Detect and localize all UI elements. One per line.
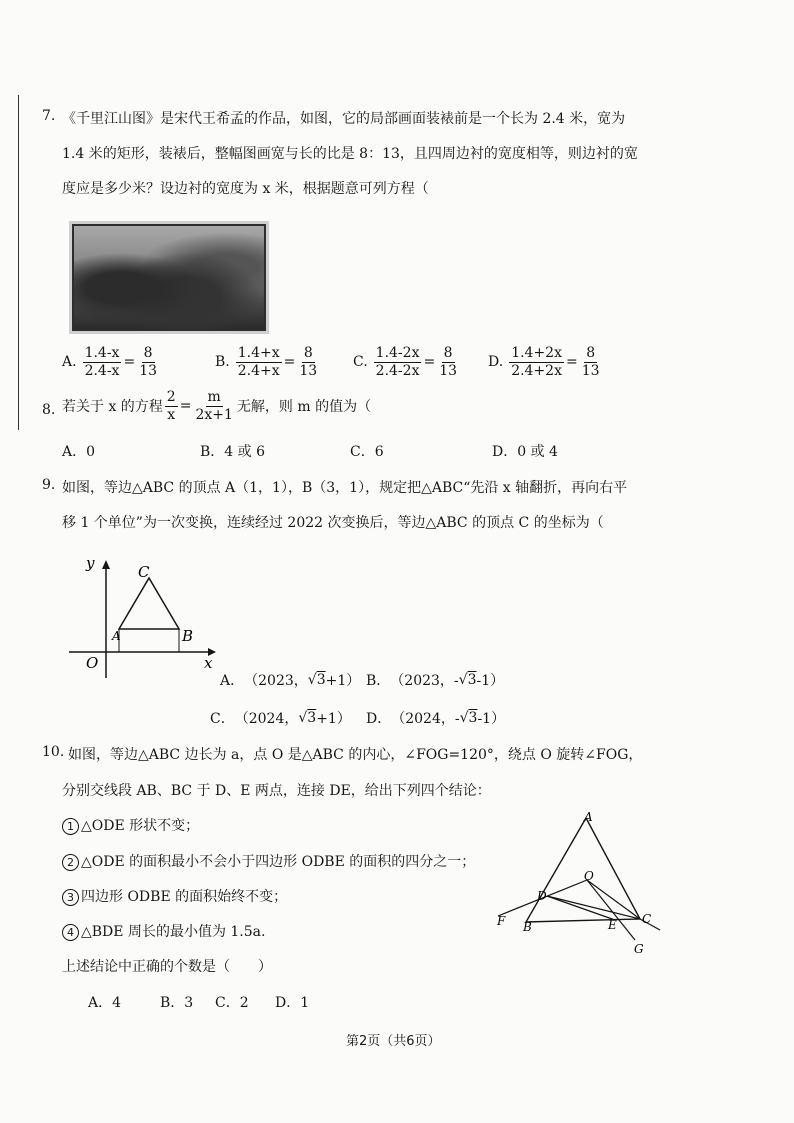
q9-c-post: +1）	[316, 711, 351, 727]
q9-d-post: -1）	[477, 711, 506, 727]
q8-lnum: 2	[166, 389, 176, 405]
q8-post: 无解，则 m 的值为（	[236, 399, 372, 416]
q8-rnum: m	[207, 389, 221, 405]
q10-c3-marker: 3	[62, 889, 79, 906]
q8-option-d[interactable]: D．0 或 4	[492, 444, 558, 460]
q10-number: 10.	[42, 744, 65, 760]
q10-c4-marker: 4	[62, 924, 79, 941]
q10-segment-dc	[547, 896, 640, 919]
q10-c1-marker: 1	[62, 818, 79, 835]
q9-coordinate-graph	[64, 550, 224, 680]
q9-a-post: +1）	[325, 673, 361, 689]
q10-line-2: 分别交线段 AB、BC 于 D、E 两点，连接 DE，给出下列四个结论：	[62, 783, 491, 799]
q7-b-num: 1.4+x	[237, 345, 280, 361]
q9-label-y: y	[86, 554, 95, 572]
q9-b-label: B．	[366, 673, 391, 689]
q9-a-pre: （2023，	[244, 673, 308, 689]
q10-segment-de	[547, 896, 615, 920]
q9-b-post: -1）	[476, 673, 505, 689]
q9-d-sqrt: √3	[459, 710, 478, 726]
q9-label-x: x	[204, 654, 213, 672]
q10-c2-text: △ODE 的面积最小不会小于四边形 ODBE 的面积的四分之一；	[81, 854, 476, 870]
q7-option-a[interactable]: A. $\frac{1.4-x}{2.4-x}$ = $\frac{8}{13}$	[62, 345, 158, 379]
q10-line-1: 如图，等边△ABC 边长为 a，点 O 是△ABC 的内心，∠FOG=120°，绕点 O 旋转∠FOG，	[68, 747, 643, 763]
q7-c-den: 2.4-2x	[375, 362, 420, 379]
q8-stem: 若关于 x 的方程 $\frac{2}{x}$ = $\frac{m}{2x+1}$ 无解，则 m 的值为（	[62, 389, 372, 423]
q9-c-pre: （2024，	[234, 711, 299, 727]
q9-b-rad: 3	[467, 672, 477, 688]
q7-a-den: 2.4-x	[84, 362, 120, 379]
q9-label-a: A	[112, 629, 121, 643]
page-footer: 第2页（共6页）	[346, 1034, 441, 1049]
q10-label-g: G	[634, 942, 644, 956]
q9-d-label: D．	[366, 711, 392, 727]
q8-option-a[interactable]: A．0	[62, 444, 96, 460]
q7-b-rnum: 8	[303, 345, 313, 361]
q8-option-b[interactable]: B．4 或 6	[200, 444, 266, 460]
q9-c-label: C．	[210, 711, 235, 727]
q9-line-2: 移 1 个单位”为一次变换，连续经过 2022 次变换后，等边△ABC 的顶点 C 的坐标为（	[62, 515, 604, 531]
q10-label-b: B	[523, 920, 532, 934]
q9-b-pre: （2023，-	[390, 673, 459, 689]
q7-d-num: 1.4+2x	[511, 345, 562, 361]
q8-pre: 若关于 x 的方程	[62, 399, 163, 416]
q7-a-rden: 13	[139, 362, 158, 379]
q7-a-num: 1.4-x	[84, 345, 120, 361]
q9-b-sqrt: √3	[458, 672, 477, 688]
q7-d-den: 2.4+2x	[511, 362, 562, 379]
q10-label-f: F	[497, 914, 506, 928]
q7-line-1: 《千里江山图》是宋代王希孟的作品，如图，它的局部画面装裱前是一个长为 2.4 米，宽为	[62, 111, 626, 127]
q9-d-rad: 3	[468, 710, 478, 726]
q9-c-sqrt: √3	[298, 710, 317, 726]
q7-line-3: 度应是多少米？设边衬的宽度为 x 米，根据题意可列方程（	[62, 181, 429, 197]
q8-lden: x	[167, 406, 176, 423]
q7-option-d-label: D.	[488, 354, 504, 371]
q7-number: 7.	[42, 108, 56, 124]
painting-image	[72, 224, 266, 331]
q7-option-c-label: C.	[353, 354, 368, 371]
q10-question: 上述结论中正确的个数是（ ）	[62, 959, 272, 975]
q7-c-rnum: 8	[443, 345, 453, 361]
q9-a-sqrt: √3	[307, 672, 326, 688]
q7-d-rnum: 8	[586, 345, 596, 361]
q10-triangle-figure	[490, 808, 670, 958]
q9-option-d[interactable]	[366, 708, 505, 728]
q10-conclusion-2	[62, 851, 475, 871]
q7-option-b-label: B.	[215, 354, 230, 371]
q7-c-num: 1.4-2x	[375, 345, 420, 361]
q9-a-label: A．	[220, 673, 245, 689]
q10-option-c[interactable]: C．2	[215, 995, 249, 1011]
q10-c3-text: 四边形 ODBE 的面积始终不变；	[81, 889, 288, 905]
q7-a-rnum: 8	[143, 345, 153, 361]
q9-d-pre: （2024，-	[391, 711, 460, 727]
q10-label-o: O	[584, 869, 594, 883]
q7-option-a-label: A.	[62, 354, 77, 371]
q9-triangle-abc	[119, 578, 179, 629]
q10-conclusion-1	[62, 815, 199, 835]
q9-number: 9.	[42, 477, 56, 493]
binding-margin-line	[18, 95, 19, 430]
q10-option-a[interactable]: A．4	[88, 995, 122, 1011]
q7-b-den: 2.4+x	[237, 362, 280, 379]
q7-option-d[interactable]: D. $\frac{1.4+2x}{2.4+2x}$ = $\frac{8}{13}$	[488, 345, 600, 379]
q9-option-b[interactable]	[366, 670, 504, 690]
q9-y-arrow	[102, 560, 110, 569]
q10-label-e: E	[608, 918, 617, 932]
q7-d-rden: 13	[581, 362, 600, 379]
q10-c1-text: △ODE 形状不变；	[81, 818, 200, 834]
q10-c2-marker: 2	[62, 854, 79, 871]
q10-label-c: C	[642, 912, 652, 926]
q8-option-c[interactable]: C．6	[350, 444, 384, 460]
q10-label-d: D	[537, 889, 547, 903]
q10-option-b[interactable]: B．3	[160, 995, 194, 1011]
q9-label-c: C	[138, 563, 150, 581]
q8-number: 8.	[42, 402, 56, 418]
q7-line-2: 1.4 米的矩形，装裱后，整幅图画宽与长的比是 8：13，且四周边衬的宽度相等，则边衬的宽	[62, 146, 638, 162]
q7-option-c[interactable]: C. $\frac{1.4-2x}{2.4-2x}$ = $\frac{8}{13}$	[353, 345, 458, 379]
q9-line-1: 如图，等边△ABC 的顶点 A（1，1），B（3，1），规定把△ABC“先沿 x 轴翻折，再向右平	[62, 480, 628, 496]
q9-a-rad: 3	[316, 672, 326, 688]
q9-label-b: B	[182, 627, 194, 645]
q10-conclusion-3	[62, 886, 287, 906]
q10-label-a: A	[584, 810, 593, 824]
q10-option-d[interactable]: D．1	[275, 995, 310, 1011]
q9-option-c[interactable]	[210, 708, 351, 728]
q10-c4-text: △BDE 周长的最小值为 1.5a.	[81, 924, 266, 940]
q7-b-rden: 13	[299, 362, 318, 379]
q7-c-rden: 13	[439, 362, 458, 379]
q8-rden: 2x+1	[195, 406, 233, 423]
q10-conclusion-4	[62, 921, 265, 941]
q9-label-o: O	[86, 654, 99, 672]
q9-c-rad: 3	[307, 710, 317, 726]
q9-option-a[interactable]	[220, 670, 360, 690]
q7-option-b[interactable]: B. $\frac{1.4+x}{2.4+x}$ = $\frac{8}{13}$	[215, 345, 318, 379]
